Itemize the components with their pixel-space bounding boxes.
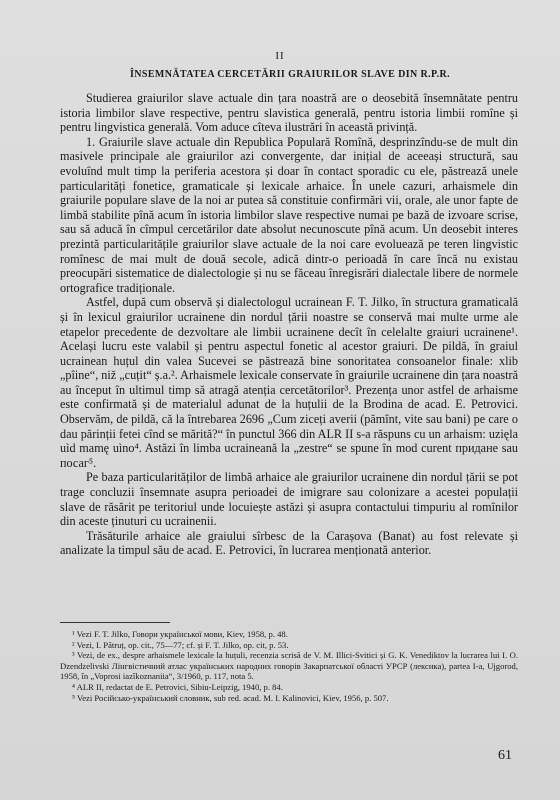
footnote: ² Vezi, I. Pătruț, op. cit., 75—77; cf. și F. T. Jilko, op. cit, p. 53.: [72, 639, 289, 650]
footnote: ¹ Vezi F. T. Jilko, Говори української мови, Kiev, 1958, p. 48.: [72, 629, 288, 639]
paragraph: Trăsăturile arhaice ale graiului sîrbesc de la Carașova (Banat) au fost relevate și analizate la timpul său de acad. E. Petrovici, în lucrarea menționată anterior.: [60, 528, 518, 558]
body-text: [60, 91, 518, 558]
footnote: ⁵ Vezi Російсько-український словник, sub red. acad. M. I. Kalinovici, Kiev, 1956, p. 507.: [72, 692, 389, 703]
paragraph: Astfel, după cum observă și dialectologul ucrainean F. T. Jilko, în structura gramaticală și în lexicul graiurilor ucrainene din nordul țării noastre se conservă mai multe urme ale etapelor precedente de dezvoltare ale limbii ucrainene decît în celelalte graiuri ucrainene¹. Același lucru este valabil și pentru aspectul fonetic al acestor graiuri. De pildă, în graiul ucrainean huțul din valea Sucevei se păstrează bine sonoritatea consoanelor finale: xlib „pîine“, niž „cuțit“ ș.a.². Arhaismele lexicale conservate în graiurile ucrainene din țara noastră au început în ultimul timp să atragă atenția cercetătorilor³. Prezența unor astfel de arhaisme este confirmată și de materialul adunat de la huțulii de la Brodina de acad. E. Petrovici. Observăm, de pildă, că la întrebarea 2696 „Cum ziceți averii (pămînt, vite sau bani) pe care o dau părinții fetei cînd se mărită?“ în punctul 366 din ALR II s-a răspuns cu un arhaism: uzięla uìd mamę uìno⁴. Astăzi în limba ucraineană la „zestre“ se spune în mod curent придане sau посаг⁵.: [60, 295, 518, 470]
page-number: 61: [498, 748, 512, 763]
paragraph: Pe baza particularităților de limbă arhaice ale graiurilor ucrainene din nordul țării se pot trage concluzii însemnate asupra perioadei de imigrare sau colonizare a acestei populații slave de răsărit pe teritoriul unde locuiește astăzi și asupra contactului timpuriu al romînilor din aceste ținuturi cu ucrainenii.: [60, 470, 518, 529]
footnotes: [60, 629, 518, 703]
footnote-divider: [60, 622, 170, 623]
paragraph: 1. Graiurile slave actuale din Republica Populară Romînă, desprinzîndu-se de mult din masivele principale ale graiurilor azi convergente, dar inițial de aceeași structură, sau evoluînd mult timp la periferia acestora și doar în contact sporadic cu ele, păstrează unele particularități fonetice, gramaticale și lexicale arhaice. În unele cazuri, arhaismele din graiurile populare slave de la noi ar putea să constituie confirmări vii, orale, ale unor fapte de limbă stabilite pînă acum în istoria limbilor slave respective numai pe bază de izvoare scrise, sau să aducă în cîmpul cercetărilor date absolut necunoscute pînă acum. Un deosebit interes prezintă particularitățile graiurilor slave actuale de la noi care evoluează pe teren lingvistic romînesc de mai mult de două secole, adică dintr-o perioadă în care încă nu existau preocupări sistematice de dialectologie și nu se făceau înregisrări dialectale libere de normele ortografice tradiționale.: [60, 134, 518, 295]
section-number: II: [275, 50, 285, 62]
section-heading: ÎNSEMNĂTATEA CERCETĂRII GRAIURILOR SLAVE DIN R.P.R.: [129, 69, 451, 80]
footnote: ⁴ ALR II, redactat de E. Petrovici, Sibiu-Leipzig, 1940, p. 84.: [72, 681, 283, 692]
footnote: ³ Vezi, de ex., despre arhaismele lexicale la huțuli, recenzia scrisă de V. M. Illici-Svitici și G. K. Venediktov la lucrarea lui I. O. Dzendzelivski Лінгвістичний атлас українських народних говорів Закарпатської області УРСР (лексика), partea I-a, Ujgorod, 1958, în „Voprosi iazîkoznaniia“, 3/1960, p. 117, nota 5.: [60, 650, 518, 682]
paragraph: Studierea graiurilor slave actuale din țara noastră are o deosebită însemnătate pentru istoria limbilor slave respective, pentru slavistica generală, pentru istoria limbii romîne și pentru lingvistica generală. Vom aduce cîteva ilustrări în această privință.: [60, 91, 518, 135]
